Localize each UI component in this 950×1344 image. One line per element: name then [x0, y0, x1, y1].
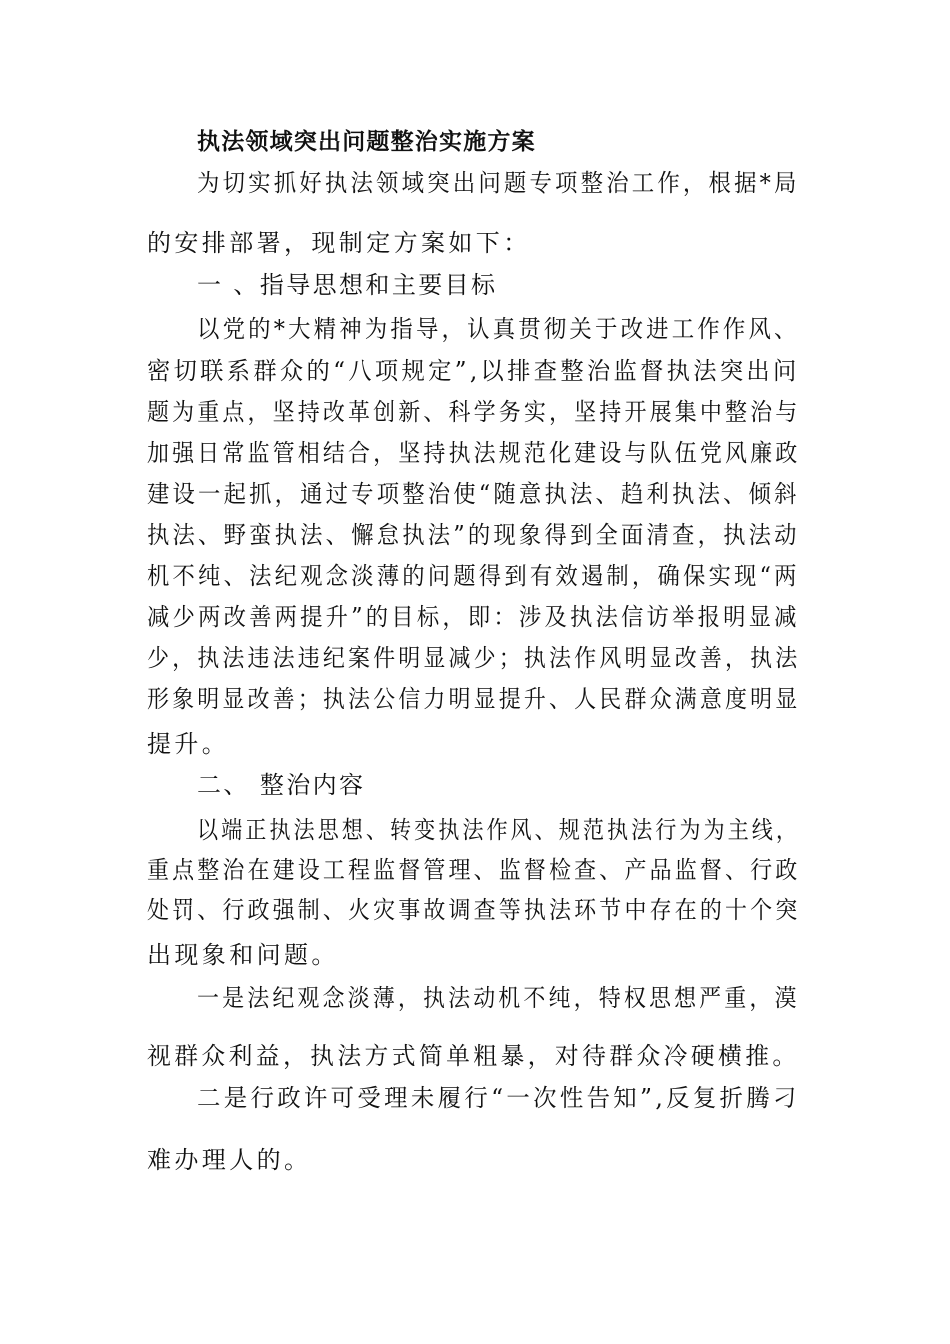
item2-line-1: 二是行政许可受理未履行“一次性告知”,反复折腾刁 — [197, 1084, 800, 1112]
section1-line-2: 密切联系群众的“八项规定”,以排查整治监督执法突出问 — [147, 357, 800, 385]
section1-line-11: 提升。 — [147, 730, 230, 758]
section1-line-7: 机不纯、法纪观念淡薄的问题得到有效遏制，确保实现“两 — [147, 562, 800, 590]
section2-heading: 二、 整治内容 — [197, 771, 366, 799]
section1-line-1: 以党的*大精神为指导，认真贯彻关于改进工作作风、 — [197, 315, 800, 343]
section1-line-4: 加强日常监管相结合，坚持执法规范化建设与队伍党风廉政 — [147, 439, 801, 467]
section1-heading: 一 、指导思想和主要目标 — [197, 271, 498, 299]
section2-line-4: 出现象和问题。 — [147, 941, 339, 969]
item1-line-1: 一是法纪观念淡薄，执法动机不纯，特权思想严重，漠 — [197, 984, 800, 1012]
section1-line-3: 题为重点，坚持改革创新、科学务实，坚持开展集中整治与 — [147, 398, 801, 426]
section2-line-3: 处罚、行政强制、火灾事故调查等执法环节中存在的十个突 — [147, 896, 801, 924]
section1-line-9: 少，执法违法违纪案件明显减少；执法作风明显改善，执法 — [147, 644, 801, 672]
section1-line-8: 减少两改善两提升”的目标，即：涉及执法信访举报明显减 — [147, 603, 800, 631]
document-title: 执法领域突出问题整治实施方案 — [197, 128, 536, 155]
section1-line-5: 建设一起抓，通过专项整治使“随意执法、趋利执法、倾斜 — [147, 480, 800, 508]
section1-line-6: 执法、野蛮执法、懈怠执法”的现象得到全面清查，执法动 — [147, 521, 800, 549]
item1-line-2: 视群众利益，执法方式简单粗暴，对待群众冷硬横推。 — [147, 1042, 800, 1070]
intro-line-1: 为切实抓好执法领域突出问题专项整治工作，根据*局 — [197, 169, 800, 197]
item2-line-2: 难办理人的。 — [147, 1146, 312, 1174]
section2-line-1: 以端正执法思想、转变执法作风、规范执法行为为主线， — [197, 816, 801, 844]
intro-line-2: 的安排部署，现制定方案如下： — [147, 229, 531, 257]
section1-line-10: 形象明显改善；执法公信力明显提升、人民群众满意度明显 — [147, 685, 801, 713]
section2-line-2: 重点整治在建设工程监督管理、监督检查、产品监督、行政 — [147, 856, 801, 884]
